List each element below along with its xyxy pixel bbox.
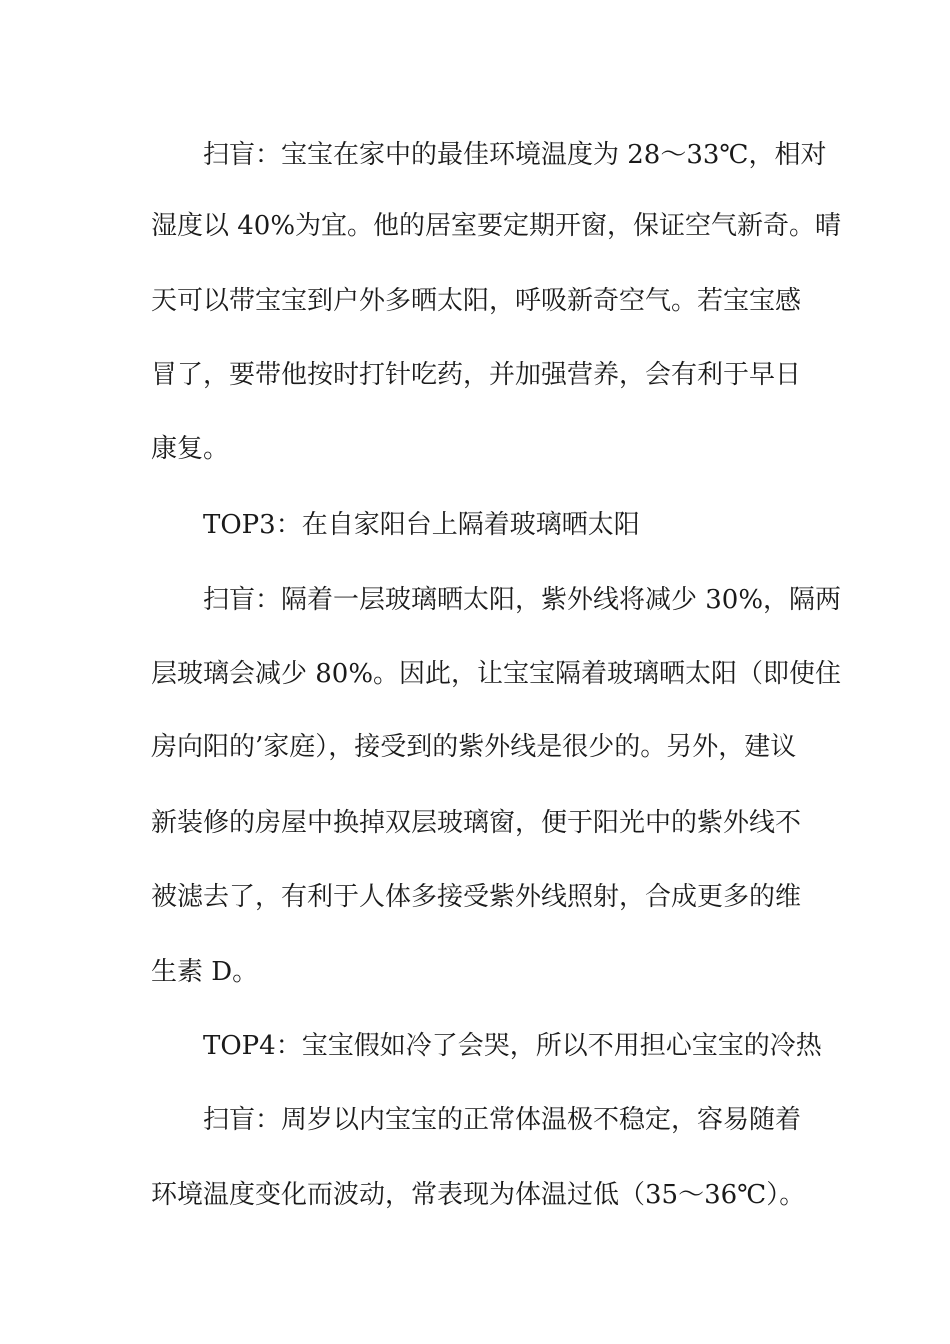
section-heading: TOP4：宝宝假如冷了会哭，所以不用担心宝宝的冷热 bbox=[203, 1031, 822, 1061]
paragraph-line: 冒了，要带他按时打针吃药，并加强营养，会有利于早日 bbox=[151, 360, 802, 390]
paragraph-line: 天可以带宝宝到户外多晒太阳，呼吸新奇空气。若宝宝感 bbox=[151, 286, 802, 316]
paragraph-line: 环境温度变化而波动，常表现为体温过低（35～36℃）。 bbox=[151, 1180, 806, 1210]
paragraph-line: 被滤去了，有利于人体多接受紫外线照射，合成更多的维 bbox=[151, 882, 802, 912]
paragraph-line: 生素 D。 bbox=[151, 957, 259, 987]
section-heading: TOP3：在自家阳台上隔着玻璃晒太阳 bbox=[203, 510, 640, 540]
paragraph-line: 康复。 bbox=[151, 434, 230, 464]
paragraph-line: 扫盲：隔着一层玻璃晒太阳，紫外线将减少 30%，隔两 bbox=[203, 585, 842, 615]
paragraph-line: 扫盲：周岁以内宝宝的正常体温极不稳定，容易随着 bbox=[203, 1105, 802, 1135]
paragraph-line: 新装修的房屋中换掉双层玻璃窗，便于阳光中的紫外线不 bbox=[151, 808, 802, 838]
paragraph-line: 扫盲：宝宝在家中的最佳环境温度为 28～33℃，相对 bbox=[203, 140, 827, 170]
paragraph-line: 层玻璃会减少 80%。因此，让宝宝隔着玻璃晒太阳（即使住 bbox=[151, 659, 842, 689]
paragraph-line: 房向阳的’家庭），接受到的紫外线是很少的。另外，建议 bbox=[151, 732, 797, 762]
paragraph-line: 湿度以 40%为宜。他的居室要定期开窗，保证空气新奇。晴 bbox=[151, 211, 842, 241]
